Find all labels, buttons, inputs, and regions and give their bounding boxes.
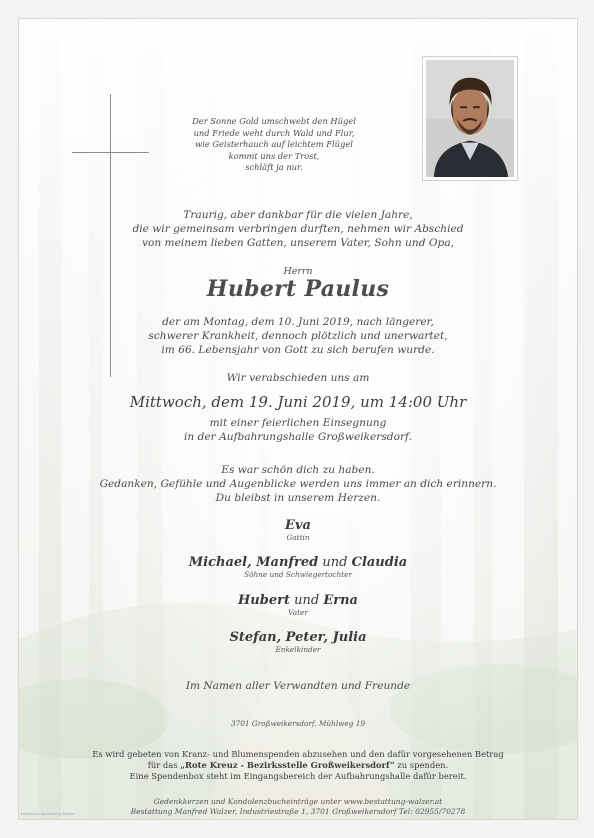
ceremony-line: in der Aufbahrungshalle Großweikersdorf.: [184, 431, 412, 443]
salutation: Herrn: [283, 266, 313, 277]
donation-line: Eine Spendenbox steht im Eingangsbereich der Aufbahrungshalle dafür bereit.: [129, 771, 467, 781]
funeral-date: Mittwoch, dem 19. Juni 2019, um 14:00 Uhr: [129, 393, 467, 411]
mourner-role: Gattin: [286, 533, 310, 542]
family-address: 3701 Großweikersdorf, Mühlweg 19: [230, 719, 366, 728]
mourner-entry: [19, 630, 577, 654]
death-notice: [19, 315, 577, 357]
closing-text: [19, 463, 577, 505]
closing-line: Gedanken, Gefühle und Augenblicke werden uns immer an dich erinnern.: [99, 478, 497, 490]
cross-icon-bar: [72, 152, 149, 153]
poem-line: Der Sonne Gold umschwebt den Hügel: [192, 116, 356, 126]
intro-text: [19, 208, 577, 250]
mourner-entry: [19, 555, 577, 579]
intro-line: Traurig, aber dankbar für die vielen Jahre,: [183, 209, 413, 221]
poem-line: schläft ja nur.: [245, 162, 303, 172]
mourner-conjunction: und: [322, 555, 348, 570]
mourner-names: [19, 518, 577, 533]
mourner-role: Vater: [288, 608, 308, 617]
poem: [179, 116, 369, 174]
footer-line: Gedenkkerzen und Kondolenzbucheinträge unter www.bestattung-walzer.at: [153, 797, 443, 806]
obituary-card: [18, 18, 578, 820]
poem-line: kommt uns der Trost,: [228, 150, 320, 161]
ceremony-line: mit einer feierlichen Einsegnung: [209, 417, 387, 429]
death-line: schwerer Krankheit, dennoch plötzlich und unerwartet,: [148, 330, 448, 342]
donation-line: [19, 760, 577, 771]
donation-prefix: für das: [147, 760, 181, 770]
footer-line: Bestattung Manfred Walzer, Industriestraße 1, 3701 Großweikersdorf Tel: 02955/70278: [130, 807, 466, 816]
death-line: der am Montag, dem 10. Juni 2019, nach längerer,: [162, 316, 434, 328]
behalf-text: Im Namen aller Verwandten und Freunde: [185, 680, 411, 692]
donation-line: Es wird gebeten von Kranz- und Blumenspenden abzusehen und den dafür vorgesehenen Betrag: [92, 749, 504, 759]
intro-line: die wir gemeinsam verbringen durften, nehmen wir Abschied: [132, 223, 464, 235]
mourner-name: Claudia: [351, 555, 408, 570]
deceased-name: Hubert Paulus: [206, 276, 390, 302]
poem-line: wie Geisterhauch auf leichtem Flügel: [195, 139, 353, 149]
funeral-ceremony: [19, 416, 577, 444]
mourner-conjunction: und: [294, 593, 320, 608]
closing-line: Es war schön dich zu haben.: [221, 464, 375, 476]
mourner-names: [19, 593, 577, 608]
poem-line: und Friede weht durch Wald und Flur,: [193, 127, 355, 138]
donation-request: [19, 749, 577, 782]
donation-recipient: „Rote Kreuz - Bezirksstelle Großweikersdorf“: [180, 760, 395, 770]
mourner-name: Hubert: [238, 593, 290, 608]
portrait-photo: [422, 56, 518, 181]
mourner-names: [19, 630, 577, 645]
mourner-name: Stefan, Peter, Julia: [229, 630, 367, 645]
intro-line: von meinem lieben Gatten, unserem Vater, Sohn und Opa,: [141, 237, 454, 249]
funeral-home-footer: [19, 797, 577, 817]
mourner-name: Michael, Manfred: [188, 555, 319, 570]
death-line: im 66. Lebensjahr von Gott zu sich berufen wurde.: [161, 344, 435, 356]
funeral-intro: Wir verabschieden uns am: [226, 372, 370, 384]
image-credit: Bildquelle: Bestattung Walzer: [21, 812, 75, 816]
mourner-name: Erna: [323, 593, 358, 608]
donation-suffix: zu spenden.: [394, 760, 449, 770]
mourner-role: Söhne und Schwiegertochter: [244, 570, 352, 579]
portrait-image: [426, 60, 514, 177]
closing-line: Du bleibst in unserem Herzen.: [215, 492, 381, 504]
mourner-names: [19, 555, 577, 570]
mourner-entry: [19, 593, 577, 617]
mourner-entry: [19, 518, 577, 542]
mourner-role: Enkelkinder: [275, 645, 321, 654]
mourner-name: Eva: [285, 518, 311, 533]
